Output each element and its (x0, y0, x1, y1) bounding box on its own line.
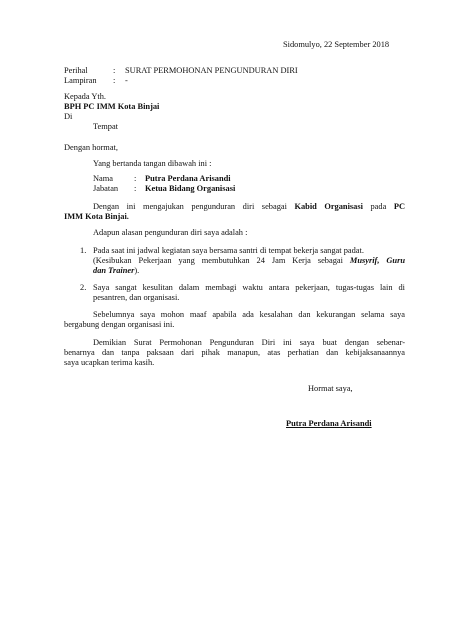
lampiran-value: - (125, 76, 128, 85)
reason1-line2-text: (Kesibukan Pekerjaan yang membutuhkan 24 Jam Kerja sebagai (93, 256, 350, 265)
reason1-line1: Pada saat ini jadwal kegiatan saya bersama santri di tempat bekerja sangat padat. (93, 246, 364, 255)
paragraph-resignation-line1 (93, 202, 405, 212)
perihal-separator: : (113, 66, 116, 75)
signoff: Hormat saya, (308, 384, 353, 393)
reasons-intro: Adapun alasan pengunduran diri saya adalah : (93, 228, 248, 237)
apology-line2: bergabung dengan organisasi ini. (64, 320, 175, 329)
closing-line1: Demikian Surat Permohonan Pengunduran Diri ini saya buat dengan sebenar- (93, 338, 405, 347)
recipient-name: BPH PC IMM Kota Binjai (64, 102, 160, 111)
signature-name: Putra Perdana Arisandi (286, 419, 372, 428)
perihal-label: Perihal (64, 66, 88, 75)
para1-mid: pada (362, 202, 394, 211)
jabatan-separator: : (134, 184, 137, 193)
nama-label: Nama (93, 174, 113, 183)
reason1-roles-end: dan Trainer (93, 266, 135, 275)
para1-org-start: PC (393, 202, 405, 211)
apology-line1: Sebelumnya saya mohon maaf apabila ada kesalahan dan kekurangan selama saya (93, 310, 405, 319)
reason1-line2 (93, 256, 405, 266)
lampiran-separator: : (113, 76, 116, 85)
nama-value: Putra Perdana Arisandi (145, 174, 231, 183)
recipient-tempat: Tempat (93, 122, 118, 131)
perihal-value: SURAT PERMOHONAN PENGUNDURAN DIRI (125, 66, 298, 75)
para1-pre: Dengan ini mengajukan pengunduran diri sebagai (93, 202, 295, 211)
recipient-to-label: Kepada Yth. (64, 92, 107, 101)
paragraph-resignation-line2: IMM Kota Binjai. (64, 212, 129, 221)
reason1-line3-post: ). (134, 266, 140, 275)
closing-line2: benarnya dan tanpa paksaan dari pihak manapun, atas perhatian dan kebijaksanaannya (64, 348, 405, 357)
jabatan-value: Ketua Bidang Organisasi (145, 184, 236, 193)
reason1-line3 (93, 266, 139, 276)
para1-position: Kabid Organisasi (294, 202, 363, 211)
place-date: Sidomulyo, 22 September 2018 (283, 40, 390, 49)
reason2-number: 2. (80, 283, 87, 292)
reason2-line2: pesantren, dan organisasi. (93, 293, 180, 302)
reason1-number: 1. (80, 246, 87, 255)
reason2-line1: Saya sangat kesulitan dalam membagi waktu antara pekerjaan, tugas-tugas lain di (93, 283, 405, 292)
closing-line3: saya ucapkan terima kasih. (64, 358, 155, 367)
nama-separator: : (134, 174, 137, 183)
reason1-roles: Musyrif, Guru (349, 256, 405, 265)
recipient-di: Di (64, 112, 73, 121)
greeting: Dengan hormat, (64, 143, 118, 152)
jabatan-label: Jabatan (93, 184, 119, 193)
intro-line: Yang bertanda tangan dibawah ini : (93, 159, 212, 168)
lampiran-label: Lampiran (64, 76, 97, 85)
